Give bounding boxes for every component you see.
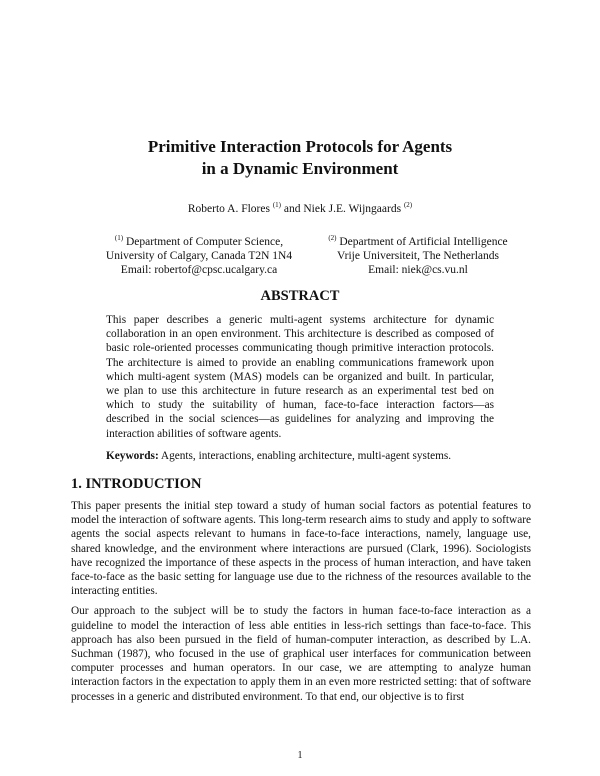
page-number: 1 xyxy=(297,750,303,761)
author-line xyxy=(0,203,600,215)
author-1: Roberto A. Flores xyxy=(187,203,270,215)
author-2: Niek J.E. Wijngaards xyxy=(303,203,402,215)
affiliation-1-marker: (1) xyxy=(114,234,124,243)
abstract-text: This paper describes a generic multi-agent systems architecture for dynamic collaboration in an open environment. This architecture is described as composed of basic role-oriented processes communicating though primitive interaction protocols. The architecture is aimed to provide an enabling communications framework upon which multi-agent system (MAS) models can be organized and built. In particular, we plan to use this architecture in future research as an experimental test bed on which to study the suitability of human, face-to-face interaction factors—as described in the social sciences—as guidelines for analyzing and improving the interaction abilities of software agents. xyxy=(106,314,494,440)
title-line-2: in a Dynamic Environment xyxy=(201,159,399,178)
keywords-text: Agents, interactions, enabling architecture, multi-agent systems. xyxy=(160,450,452,462)
affiliation-2 xyxy=(318,235,518,277)
introduction-paragraph-2: Our approach to the subject will be to study the factors in human face-to-face interaction as a guideline to model the interaction of less able entities in less-rich settings than face-to-face. This approach has also been pursued in the field of human-computer interaction, as described by L.A. Suchman (1987), who focused in the use of graphical user interfaces for communication between computer processes and human operators. In our case, we are attempting to analyze human interaction factors in the expectation to apply them in an even more restricted setting: that of software processes in a generic and distributed environment. To that end, our objective is to first xyxy=(71,605,531,703)
affiliation-1-email: Email: robertof@cpsc.ucalgary.ca xyxy=(120,264,278,276)
author-joiner: and xyxy=(283,203,301,215)
introduction-body xyxy=(71,499,531,710)
section-heading-introduction: 1. INTRODUCTION xyxy=(71,476,202,492)
affiliation-2-dept: Department of Artificial Intelligence xyxy=(339,236,508,248)
affiliation-1 xyxy=(84,235,314,277)
paper-title xyxy=(0,136,600,180)
keywords-label: Keywords: xyxy=(106,450,159,462)
abstract-heading: ABSTRACT xyxy=(260,288,340,304)
affiliation-1-university: University of Calgary, Canada T2N 1N4 xyxy=(105,250,293,262)
author-2-marker: (2) xyxy=(403,201,413,210)
affiliation-2-university: Vrije Universiteit, The Netherlands xyxy=(337,250,499,262)
keywords-line xyxy=(106,450,506,462)
affiliation-2-email: Email: niek@cs.vu.nl xyxy=(368,264,468,276)
introduction-paragraph-1: This paper presents the initial step toward a study of human social factors as potential features to model the interaction of software agents. This long-term research aims to study and apply to software agents the social aspects relevant to humans in face-to-face interactions, namely, language use, shared knowledge, and the environment where interactions are pursued (Clark, 1996). Sociologists have recognized the importance of these aspects in the process of human interaction, and have taken face-to-face as the basic setting for language use due to the richness of the resources available to the interacting entities. xyxy=(71,500,531,598)
affiliation-2-marker: (2) xyxy=(328,234,337,243)
title-line-1: Primitive Interaction Protocols for Agents xyxy=(147,137,453,156)
author-1-marker: (1) xyxy=(272,201,282,210)
affiliation-1-dept: Department of Computer Science, xyxy=(125,236,284,248)
